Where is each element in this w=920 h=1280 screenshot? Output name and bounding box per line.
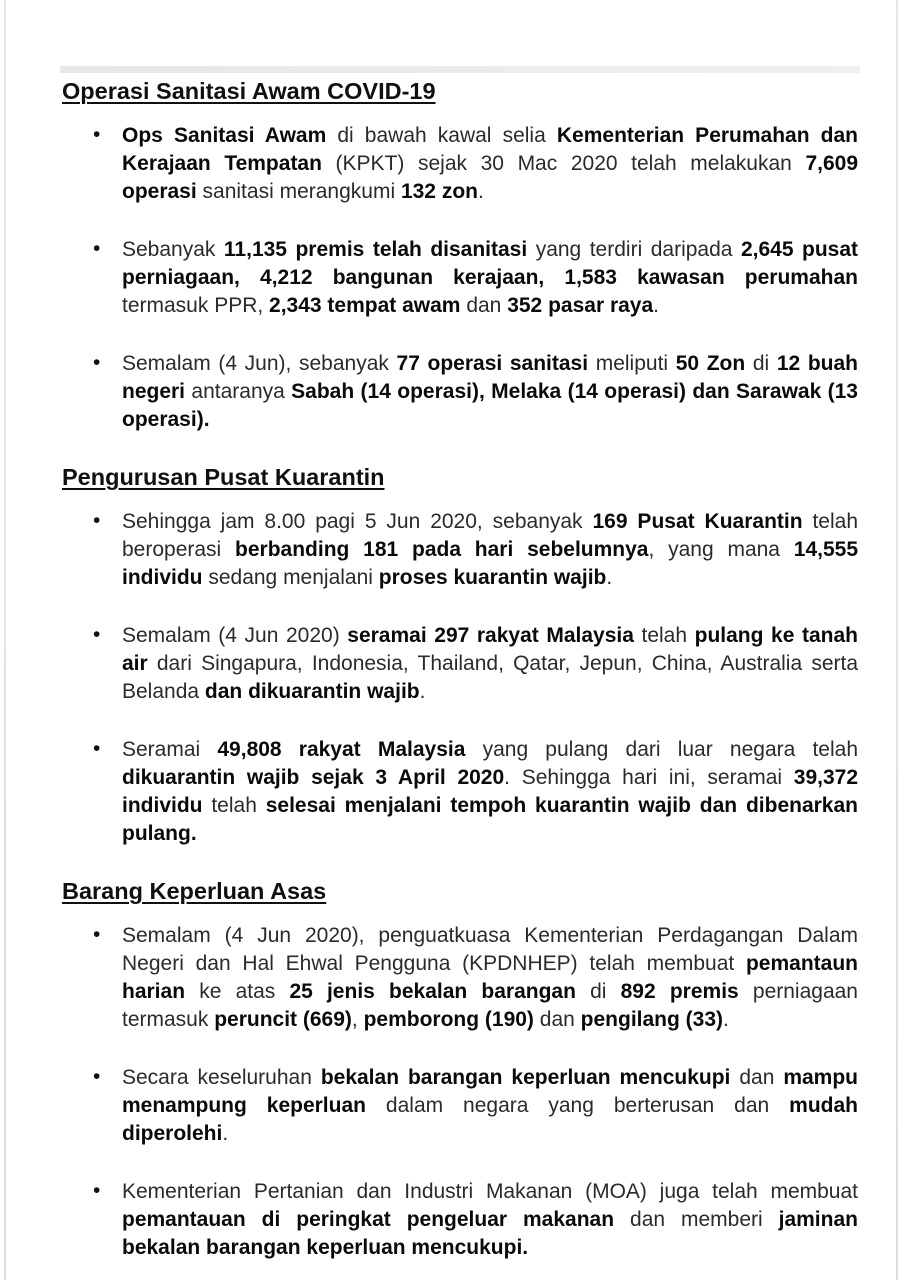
bold-text-run: 25 jenis bekalan barangan — [289, 980, 576, 1003]
text-run: Semalam (4 Jun 2020) — [122, 624, 348, 647]
bullet-item — [62, 236, 858, 320]
section-heading: Barang Keperluan Asas — [62, 878, 327, 904]
bullet-list — [62, 122, 858, 434]
bullet-list — [62, 508, 858, 848]
bullet-icon: • — [93, 623, 101, 646]
text-run: . — [222, 1122, 229, 1145]
text-run: Kementerian Pertanian dan Industri Makanan (MOA) juga telah membuat — [122, 1180, 858, 1203]
bold-text-run: berbanding 181 pada hari sebelumnya — [235, 538, 649, 561]
bold-text-run: 2,645 pusat perniagaan, 4,212 bangunan kerajaan, 1,583 kawasan perumahan — [122, 238, 859, 289]
text-run: . — [419, 680, 426, 703]
bold-text-run: dikuarantin wajib sejak 3 April 2020 — [122, 766, 505, 789]
bullet-item — [62, 922, 858, 1034]
bullet-item — [62, 1064, 858, 1148]
text-run: di — [745, 352, 777, 375]
bold-text-run: 892 premis — [620, 980, 739, 1003]
bold-text-run: Ops Sanitasi Awam — [122, 124, 327, 147]
bold-text-run: jaminan bekalan barangan keperluan mencukupi. — [122, 1208, 858, 1259]
bold-text-run: 50 Zon — [675, 352, 746, 375]
bold-text-run: 11,135 premis telah disanitasi — [223, 238, 528, 261]
text-run: telah — [202, 794, 266, 817]
text-run: dan — [533, 1008, 581, 1031]
text-run: , yang mana — [648, 538, 794, 561]
text-run: dari Singapura, Indonesia, Thailand, Qatar, Jepun, China, Australia serta Belanda — [122, 652, 858, 703]
text-run: dan — [730, 1066, 784, 1089]
bold-text-run: proses kuarantin wajib — [378, 566, 607, 589]
section-heading: Pengurusan Pusat Kuarantin — [62, 464, 385, 490]
text-run: Semalam (4 Jun 2020), penguatkuasa Kementerian Perdagangan Dalam Negeri dan Hal Ehwal Pengguna (KPDNHEP) telah membuat — [122, 924, 858, 975]
text-run: sanitasi merangkumi — [196, 180, 401, 203]
text-run: di bawah kawal selia — [326, 124, 557, 147]
text-run: dan — [460, 294, 508, 317]
bullet-item — [62, 350, 858, 434]
text-run: sedang menjalani — [202, 566, 379, 589]
document-section — [62, 464, 858, 848]
text-run: , — [351, 1008, 364, 1031]
bold-text-run: mampu menampung keperluan — [122, 1066, 858, 1117]
bold-text-run: 169 Pusat Kuarantin — [592, 510, 803, 533]
text-run: . — [653, 294, 660, 317]
bullet-icon: • — [93, 1179, 101, 1202]
text-run: (KPKT) sejak 30 Mac 2020 telah melakukan — [321, 152, 806, 175]
bold-text-run: 7,609 operasi — [122, 152, 859, 203]
bullet-list — [62, 922, 858, 1262]
bold-text-run: 77 operasi sanitasi — [396, 352, 589, 375]
text-run: dan memberi — [614, 1208, 779, 1231]
bullet-icon: • — [93, 237, 101, 260]
bullet-icon: • — [93, 351, 101, 374]
text-run: . — [606, 566, 613, 589]
bold-text-run: pemborong (190) — [363, 1008, 534, 1031]
page-edge-right — [896, 0, 898, 1280]
text-run: Seramai — [122, 738, 218, 761]
bold-text-run: 2,343 tempat awam — [269, 294, 461, 317]
text-run: Secara keseluruhan — [122, 1066, 321, 1089]
bullet-icon: • — [93, 923, 101, 946]
bold-text-run: Sabah (14 operasi), Melaka (14 operasi) dan Sarawak (13 operasi). — [122, 380, 858, 431]
text-run: termasuk PPR, — [122, 294, 270, 317]
bold-text-run: 14,555 individu — [122, 538, 859, 589]
text-run: dalam negara yang berterusan dan — [365, 1094, 790, 1117]
bullet-icon: • — [93, 737, 101, 760]
text-run: antaranya — [185, 380, 292, 403]
section-heading: Operasi Sanitasi Awam COVID-19 — [62, 78, 436, 104]
bullet-icon: • — [93, 1065, 101, 1088]
text-run: perniagaan termasuk — [122, 980, 858, 1031]
text-run: ke atas — [185, 980, 290, 1003]
text-run: . Sehingga hari ini, seramai — [504, 766, 794, 789]
bullet-icon: • — [93, 123, 101, 146]
text-run: yang pulang dari luar negara telah — [465, 738, 859, 761]
bold-text-run: 352 pasar raya — [507, 294, 654, 317]
bold-text-run: pemantaun harian — [122, 952, 858, 1003]
bold-text-run: 12 buah negeri — [122, 352, 859, 403]
document-section — [62, 878, 858, 1262]
bold-text-run: selesai menjalani tempoh kuarantin wajib dan dibenarkan pulang. — [122, 794, 858, 845]
text-run: yang terdiri daripada — [527, 238, 741, 261]
text-run: meliputi — [588, 352, 676, 375]
text-run: Semalam (4 Jun), sebanyak — [122, 352, 397, 375]
bullet-item — [62, 508, 858, 592]
bullet-item — [62, 736, 858, 848]
document-body — [62, 78, 858, 1280]
text-run: di — [575, 980, 621, 1003]
bold-text-run: 39,372 individu — [122, 766, 859, 817]
bold-text-run: peruncit (669) — [214, 1008, 352, 1031]
scan-artifact — [60, 66, 860, 73]
page-edge-left — [4, 0, 6, 1280]
text-run: . — [723, 1008, 729, 1031]
bold-text-run: pengilang (33) — [580, 1008, 724, 1031]
bold-text-run: dan dikuarantin wajib — [204, 680, 420, 703]
bold-text-run: 132 zon — [400, 180, 478, 203]
text-run: telah — [633, 624, 695, 647]
bullet-item — [62, 1178, 858, 1262]
bold-text-run: bekalan barangan keperluan mencukupi — [320, 1066, 731, 1089]
bullet-item — [62, 122, 858, 206]
text-run: Sebanyak — [122, 238, 224, 261]
bold-text-run: pulang ke tanah air — [122, 624, 858, 675]
bullet-item — [62, 622, 858, 706]
text-run: . — [477, 180, 484, 203]
text-run: telah beroperasi — [122, 510, 858, 561]
text-run: Sehingga jam 8.00 pagi 5 Jun 2020, sebanyak — [122, 510, 593, 533]
bold-text-run: mudah diperolehi — [122, 1094, 858, 1145]
document-section — [62, 78, 858, 434]
bullet-icon: • — [93, 509, 101, 532]
bold-text-run: seramai 297 rakyat Malaysia — [347, 624, 634, 647]
bold-text-run: pemantauan di peringkat pengeluar makanan — [122, 1208, 615, 1231]
bold-text-run: Kementerian Perumahan dan Kerajaan Tempatan — [122, 124, 858, 175]
bold-text-run: 49,808 rakyat Malaysia — [217, 738, 466, 761]
